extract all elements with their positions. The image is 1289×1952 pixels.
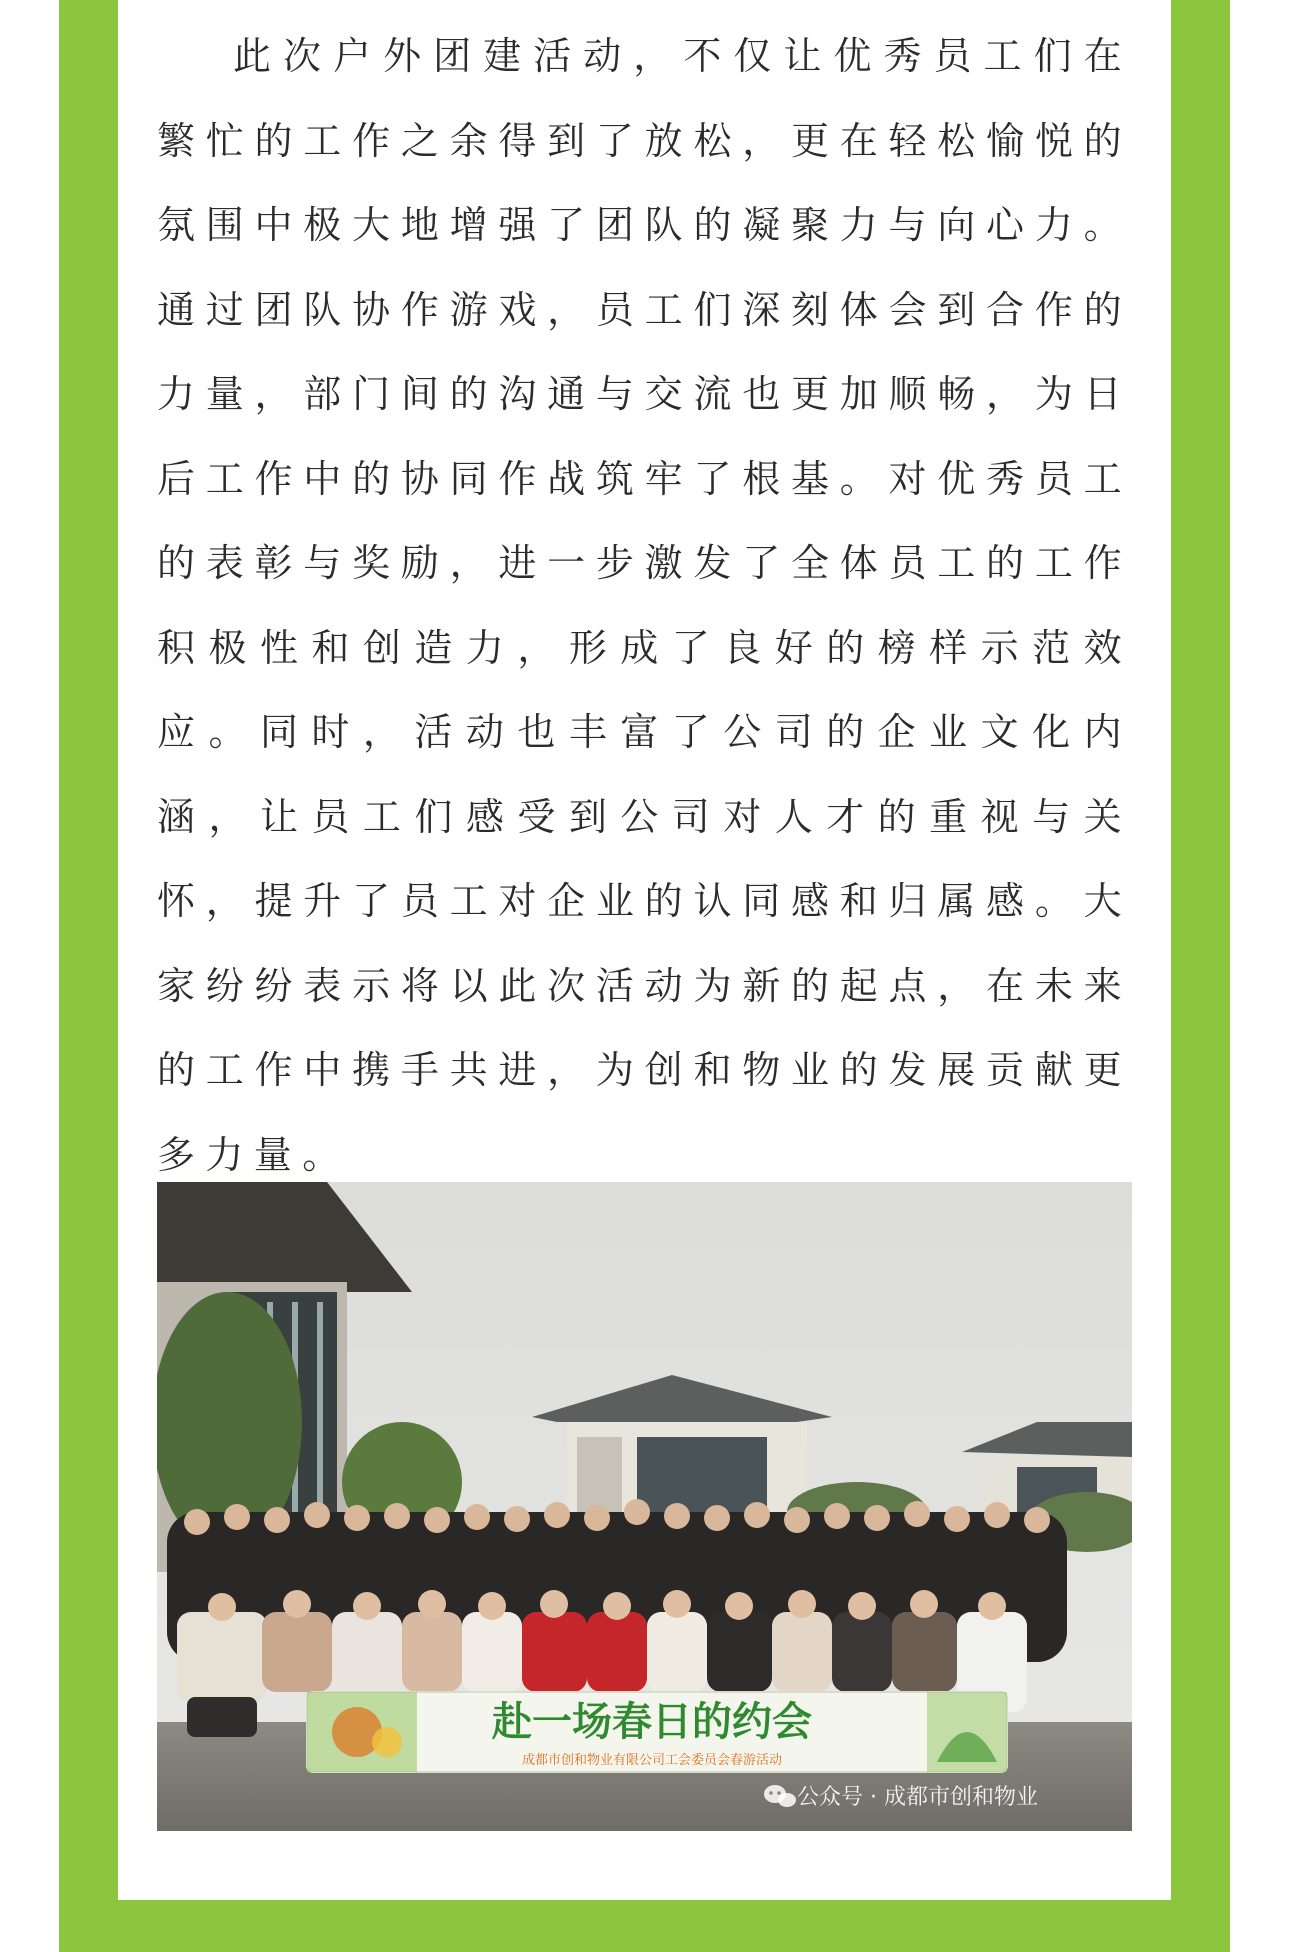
photo-watermark [764,1785,1038,1810]
photo-banner [307,1692,1007,1772]
banner-subtitle: 成都市创和物业有限公司工会委员会春游活动 [521,1753,783,1768]
article-body [157,14,1132,1197]
watermark-text: 公众号 · 成都市创和物业 [797,1785,1038,1810]
banner-title: 赴一场春日的约会 [492,1699,812,1745]
article-paragraph: 此次户外团建活动，不仅让优秀员工们在繁忙的工作之余得到了放松，更在轻松愉悦的氛围中极大地增强了团队的凝聚力与向心力。通过团队协作游戏，员工们深刻体会到合作的力量，部门间的沟通与交流也更加顺畅，为日后工作中的协同作战筑牢了根基。对优秀员工的表彰与奖励，进一步激发了全体员工的工作积极性和创造力，形成了良好的榜样示范效应。同时，活动也丰富了公司的企业文化内涵，让员工们感受到公司对人才的重视与关怀，提升了员工对企业的认同感和归属感。大家纷纷表示将以此次活动为新的起点，在未来的工作中携手共进，为创和物业的发展贡献更多力量。 [157,34,1132,1177]
group-photo [157,1182,1132,1831]
